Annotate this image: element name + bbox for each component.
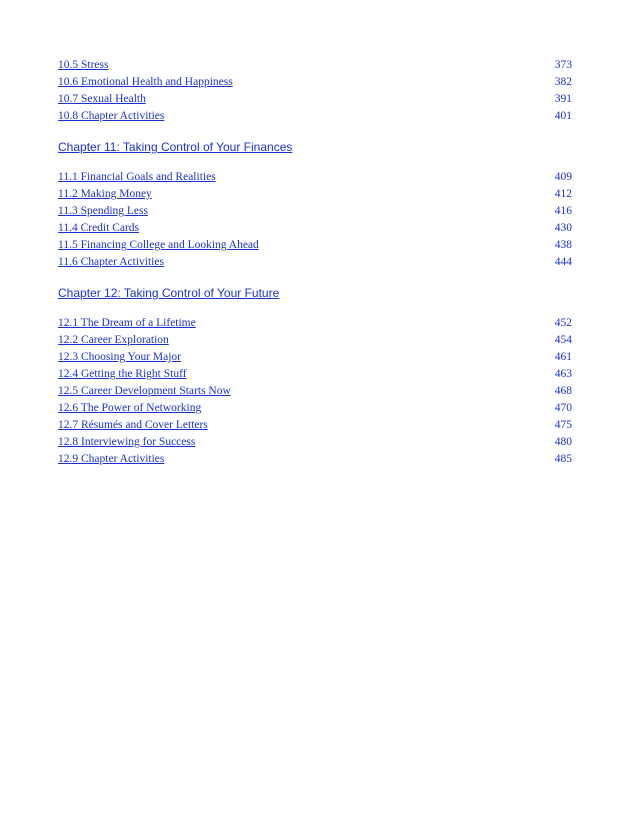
toc-entry-title[interactable]: 11.3 Spending Less [58,205,148,217]
toc-entry-page[interactable]: 409 [554,171,572,183]
toc-entry-title[interactable]: 12.3 Choosing Your Major [58,351,182,363]
toc-entry-page[interactable]: 430 [554,222,572,234]
toc-entry[interactable] [58,434,572,451]
toc-entry-title[interactable]: 11.2 Making Money [58,188,152,200]
toc-entry[interactable] [58,186,572,203]
toc-entry-page[interactable]: 382 [554,76,572,88]
toc-entry-title[interactable]: 12.6 The Power of Networking [58,402,202,414]
chapter-11-section-list [58,169,572,271]
toc-entry-title[interactable]: 10.8 Chapter Activities [58,110,165,122]
chapter-11-heading-link[interactable]: Chapter 11: Taking Control of Your Finances [58,140,293,154]
toc-entry-title[interactable]: 11.4 Credit Cards [58,222,140,234]
toc-entry-page[interactable]: 454 [554,334,572,346]
toc-entry-page[interactable]: 416 [554,205,572,217]
spacer [58,125,572,139]
toc-entry[interactable] [58,254,572,271]
toc-entry[interactable] [58,108,572,125]
toc-entry[interactable] [58,169,572,186]
toc-entry-page[interactable]: 412 [554,188,572,200]
toc-entry[interactable] [58,203,572,220]
toc-entry-page[interactable]: 452 [554,317,572,329]
toc-entry-title[interactable]: 11.6 Chapter Activities [58,256,164,268]
toc-entry-page[interactable]: 485 [554,453,572,465]
table-of-contents [58,57,572,468]
toc-entry-title[interactable]: 12.8 Interviewing for Success [58,436,196,448]
toc-entry-title[interactable]: 12.4 Getting the Right Stuff [58,368,187,380]
toc-entry[interactable] [58,417,572,434]
toc-entry-page[interactable]: 461 [554,351,572,363]
toc-entry[interactable] [58,451,572,468]
toc-entry[interactable] [58,332,572,349]
chapter-12-heading-link[interactable]: Chapter 12: Taking Control of Your Future [58,286,280,300]
toc-entry-page[interactable]: 444 [554,256,572,268]
toc-entry[interactable] [58,349,572,366]
spacer [58,271,572,285]
spacer [58,302,572,315]
toc-entry-title[interactable]: 12.9 Chapter Activities [58,453,165,465]
toc-entry[interactable] [58,74,572,91]
toc-entry-page[interactable]: 470 [554,402,572,414]
toc-entry-page[interactable]: 373 [554,59,572,71]
chapter-10-section-list [58,57,572,125]
toc-entry-title[interactable]: 10.5 Stress [58,59,109,71]
toc-entry-page[interactable]: 475 [554,419,572,431]
toc-entry-page[interactable]: 438 [554,239,572,251]
toc-entry-page[interactable]: 401 [554,110,572,122]
toc-entry[interactable] [58,383,572,400]
spacer [58,156,572,169]
toc-entry-page[interactable]: 463 [554,368,572,380]
toc-entry-title[interactable]: 12.2 Career Exploration [58,334,169,346]
toc-entry[interactable] [58,237,572,254]
toc-entry-title[interactable]: 11.5 Financing College and Looking Ahead [58,239,259,251]
toc-entry-title[interactable]: 12.7 Résumés and Cover Letters [58,419,208,431]
toc-entry[interactable] [58,315,572,332]
toc-entry-title[interactable]: 12.5 Career Development Starts Now [58,385,231,397]
toc-entry[interactable] [58,57,572,74]
toc-entry-title[interactable]: 10.6 Emotional Health and Happiness [58,76,233,88]
toc-entry[interactable] [58,91,572,108]
toc-entry-title[interactable]: 12.1 The Dream of a Lifetime [58,317,196,329]
chapter-12-section-list [58,315,572,468]
toc-entry-title[interactable]: 10.7 Sexual Health [58,93,146,105]
toc-entry-title[interactable]: 11.1 Financial Goals and Realities [58,171,216,183]
toc-entry[interactable] [58,400,572,417]
toc-entry-page[interactable]: 391 [554,93,572,105]
toc-entry[interactable] [58,220,572,237]
toc-entry-page[interactable]: 480 [554,436,572,448]
toc-entry[interactable] [58,366,572,383]
toc-entry-page[interactable]: 468 [554,385,572,397]
